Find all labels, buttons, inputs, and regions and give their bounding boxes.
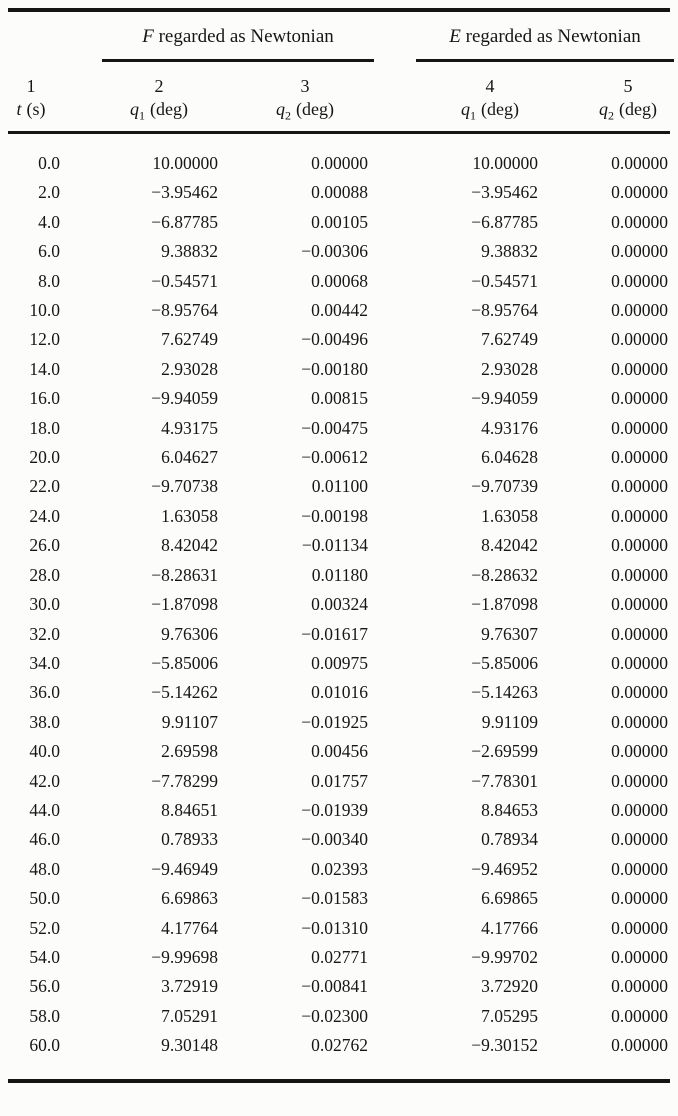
table-row [8,208,670,237]
cell-col4: −5.85006 [471,652,539,673]
cell-col1: 44.0 [29,799,60,820]
cell-col5: 0.00000 [611,799,669,820]
cell-col3: 0.02393 [311,858,369,879]
table-row [8,133,670,179]
cell-col3: 0.00975 [311,652,369,673]
cell-col1: 4.0 [38,211,60,232]
cell-col3: 0.00088 [311,182,369,203]
cell-col2: −8.95764 [151,300,218,321]
cell-col2: 9.76306 [161,623,218,644]
var-subscript: 2 [285,108,292,123]
var-symbol: q [130,99,139,119]
cell-col2: −5.14262 [151,682,218,703]
cell-col2: 8.42042 [161,535,218,556]
group-header-f-text: regarded as Newtonian [153,26,334,47]
cell-col3: −0.00198 [301,505,369,526]
group-header-e-text: regarded as Newtonian [460,26,641,47]
table-row [8,737,670,766]
cell-col2: −3.95462 [151,182,218,203]
cell-col5: 0.00000 [611,358,669,379]
cell-col1: 42.0 [29,770,60,791]
table-row [8,767,670,796]
cell-col1: 36.0 [29,682,60,703]
cell-col4: 9.38832 [481,241,539,262]
cell-col2: −9.70738 [151,476,218,497]
column-label-row [8,97,670,133]
cell-col3: −0.02300 [301,1005,369,1026]
table-row [8,796,670,825]
cell-col4: 9.76307 [481,623,539,644]
cell-col2: 2.69598 [161,741,218,762]
cell-col1: 18.0 [29,417,60,438]
cell-col3: 0.02762 [311,1035,369,1056]
cell-col1: 10.0 [29,300,60,321]
column-label-q1-f [80,97,230,133]
cell-col3: 0.00815 [311,388,369,409]
cell-col5: 0.00000 [611,564,669,585]
cell-col4: 0.78934 [481,829,539,850]
cell-col2: 0.78933 [161,829,218,850]
column-label-q2-f [230,97,380,133]
table-row [8,649,670,678]
cell-col5: 0.00000 [611,858,669,879]
cell-col5: 0.00000 [611,300,669,321]
cell-col3: −0.01310 [301,917,369,938]
cell-col4: −8.95764 [471,300,539,321]
results-table [8,8,670,1083]
cell-col5: 0.00000 [611,1005,669,1026]
cell-col4: 3.72920 [481,976,539,997]
cell-col1: 38.0 [29,711,60,732]
table-row [8,678,670,707]
cell-col4: 7.62749 [481,329,539,350]
cell-col2: 1.63058 [161,505,218,526]
cell-col2: −9.99698 [151,946,218,967]
table-row [8,178,670,207]
cell-col2: 7.05291 [161,1005,218,1026]
var-subscript: 2 [608,108,615,123]
cell-col5: 0.00000 [611,976,669,997]
cell-col4: −0.54571 [471,270,539,291]
cell-col1: 60.0 [29,1035,60,1056]
cell-col1: 20.0 [29,447,60,468]
cell-col2: −6.87785 [151,211,218,232]
cell-col5: 0.00000 [611,182,669,203]
table-row [8,1031,670,1080]
table-row [8,502,670,531]
cell-col1: 54.0 [29,946,60,967]
cell-col3: −0.00612 [301,447,369,468]
table-row [8,296,670,325]
cell-col1: 22.0 [29,476,60,497]
column-label-q1-e [380,97,550,133]
cell-col2: −1.87098 [151,594,218,615]
table-row [8,237,670,266]
cell-col2: 9.38832 [161,241,218,262]
cell-col2: 4.93175 [161,417,218,438]
cell-col1: 46.0 [29,829,60,850]
table-row [8,590,670,619]
unit-label: (deg) [481,99,519,119]
cell-col2: 4.17764 [161,917,218,938]
cell-col4: 1.63058 [481,505,539,526]
cell-col3: −0.01939 [301,799,369,820]
frame-symbol-e: E [449,26,461,47]
column-number-5: 5 [623,76,633,96]
column-label-q2-e [550,97,670,133]
cell-col3: −0.00496 [301,329,369,350]
table-row [8,884,670,913]
cell-col1: 26.0 [29,535,60,556]
cell-col4: −8.28632 [471,564,539,585]
cell-col2: 2.93028 [161,358,218,379]
cell-col5: 0.00000 [611,917,669,938]
cell-col4: −9.94059 [471,388,539,409]
cell-col4: −9.30152 [471,1035,539,1056]
cell-col4: −1.87098 [471,594,539,615]
cell-col4: 8.42042 [481,535,539,556]
cell-col4: 2.93028 [481,358,539,379]
cell-col3: 0.00068 [311,270,369,291]
cell-col3: −0.00306 [301,241,369,262]
cell-col1: 52.0 [29,917,60,938]
var-subscript: 1 [139,108,145,123]
cell-col2: −7.78299 [151,770,218,791]
cell-col1: 12.0 [29,329,60,350]
cell-col5: 0.00000 [611,682,669,703]
cell-col2: 7.62749 [161,329,218,350]
cell-col1: 14.0 [29,358,60,379]
cell-col4: 4.17766 [481,917,539,938]
cell-col3: −0.00340 [301,829,369,850]
cell-col1: 24.0 [29,505,60,526]
cell-col4: −5.14263 [471,682,539,703]
cell-col5: 0.00000 [611,652,669,673]
cell-col4: −3.95462 [471,182,539,203]
group-header-row [8,10,670,62]
cell-col4: −9.70739 [471,476,539,497]
cell-col3: 0.01016 [311,682,369,703]
cell-col5: 0.00000 [611,447,669,468]
cell-col3: 0.00105 [311,211,369,232]
table-row [8,531,670,560]
unit-label: (deg) [296,99,334,119]
cell-col4: 9.91109 [481,711,539,732]
table-header [8,10,670,133]
column-number-4: 4 [485,76,495,96]
cell-col4: −9.99702 [471,946,539,967]
cell-col5: 0.00000 [611,417,669,438]
cell-col1: 2.0 [38,182,60,203]
cell-col5: 0.00000 [611,505,669,526]
cell-col1: 56.0 [29,976,60,997]
cell-col5: 0.00000 [611,888,669,909]
cell-col2: −0.54571 [151,270,218,291]
cell-col3: −0.00180 [301,358,369,379]
cell-col5: 0.00000 [611,153,669,173]
cell-col5: 0.00000 [611,594,669,615]
cell-col1: 32.0 [29,623,60,644]
cell-col4: 10.00000 [472,153,539,173]
cell-col3: 0.00442 [311,300,369,321]
group-header-f-label [102,26,374,62]
cell-col2: −9.94059 [151,388,218,409]
cell-col2: 10.00000 [152,153,218,173]
cell-col3: 0.00456 [311,741,369,762]
cell-col5: 0.00000 [611,241,669,262]
cell-col5: 0.00000 [611,829,669,850]
cell-col1: 34.0 [29,652,60,673]
cell-col5: 0.00000 [611,388,669,409]
cell-col2: −5.85006 [151,652,218,673]
column-number-row [8,62,670,97]
cell-col3: −0.01617 [301,623,369,644]
cell-col5: 0.00000 [611,623,669,644]
cell-col5: 0.00000 [611,1035,669,1056]
cell-col4: −2.69599 [471,741,539,762]
cell-col2: 3.72919 [161,976,218,997]
cell-col4: −7.78301 [471,770,539,791]
cell-col3: 0.01100 [311,476,369,497]
cell-col1: 8.0 [38,270,60,291]
cell-col2: 8.84651 [161,799,218,820]
cell-col3: −0.00475 [301,417,369,438]
cell-col2: −9.46949 [151,858,218,879]
cell-col5: 0.00000 [611,946,669,967]
cell-col3: 0.01180 [311,564,369,585]
cell-col1: 0.0 [38,153,60,173]
table-row [8,561,670,590]
table-row [8,384,670,413]
cell-col1: 58.0 [29,1005,60,1026]
cell-col5: 0.00000 [611,535,669,556]
var-symbol: t [16,99,22,119]
cell-col4: 6.04628 [481,447,539,468]
cell-col1: 28.0 [29,564,60,585]
cell-col4: −9.46952 [471,858,539,879]
group-header-e-newtonian [380,10,670,62]
cell-col2: 9.30148 [161,1035,218,1056]
table-row [8,825,670,854]
cell-col1: 6.0 [38,241,60,262]
table-row [8,855,670,884]
cell-col3: −0.01925 [301,711,369,732]
table-row [8,325,670,354]
cell-col1: 50.0 [29,888,60,909]
cell-col1: 16.0 [29,388,60,409]
cell-col5: 0.00000 [611,770,669,791]
cell-col2: 9.91107 [161,711,218,732]
cell-col4: −6.87785 [471,211,539,232]
table-row [8,267,670,296]
table-row [8,472,670,501]
column-number-1: 1 [26,76,36,96]
cell-col4: 4.93176 [481,417,539,438]
frame-symbol-f: F [142,26,154,47]
cell-col4: 8.84653 [481,799,539,820]
unit-label: (deg) [150,99,188,119]
cell-col5: 0.00000 [611,211,669,232]
cell-col5: 0.00000 [611,711,669,732]
cell-col2: 6.69863 [161,888,218,909]
cell-col3: 0.02771 [311,946,369,967]
cell-col5: 0.00000 [611,270,669,291]
cell-col3: −0.00841 [301,976,369,997]
cell-col5: 0.00000 [611,329,669,350]
cell-col1: 48.0 [29,858,60,879]
cell-col3: 0.00324 [311,594,369,615]
table-body [8,133,670,1081]
table-row [8,708,670,737]
group-header-f-newtonian [80,10,380,62]
table-row [8,620,670,649]
cell-col5: 0.00000 [611,741,669,762]
unit-label: (deg) [619,99,658,119]
cell-col3: −0.01134 [301,535,369,556]
cell-col3: 0.00000 [311,153,369,173]
cell-col2: −8.28631 [151,564,218,585]
cell-col3: −0.01583 [301,888,369,909]
table-row [8,414,670,443]
group-header-e-label [416,26,674,62]
unit-label: (s) [26,99,46,119]
var-symbol: q [276,99,286,119]
cell-col4: 7.05295 [481,1005,539,1026]
var-subscript: 1 [470,108,477,123]
var-symbol: q [599,99,609,119]
table-row [8,443,670,472]
column-label-t [8,97,80,133]
cell-col5: 0.00000 [611,476,669,497]
cell-col2: 6.04627 [161,447,218,468]
table-row [8,355,670,384]
table-row [8,1002,670,1031]
table-row [8,972,670,1001]
column-number-3: 3 [300,76,310,96]
column-number-2: 2 [154,76,164,96]
cell-col1: 40.0 [29,741,60,762]
cell-col1: 30.0 [29,594,60,615]
table-row [8,943,670,972]
group-header-spacer [8,10,80,62]
cell-col3: 0.01757 [311,770,369,791]
cell-col4: 6.69865 [481,888,539,909]
table-row [8,914,670,943]
var-symbol: q [461,99,471,119]
